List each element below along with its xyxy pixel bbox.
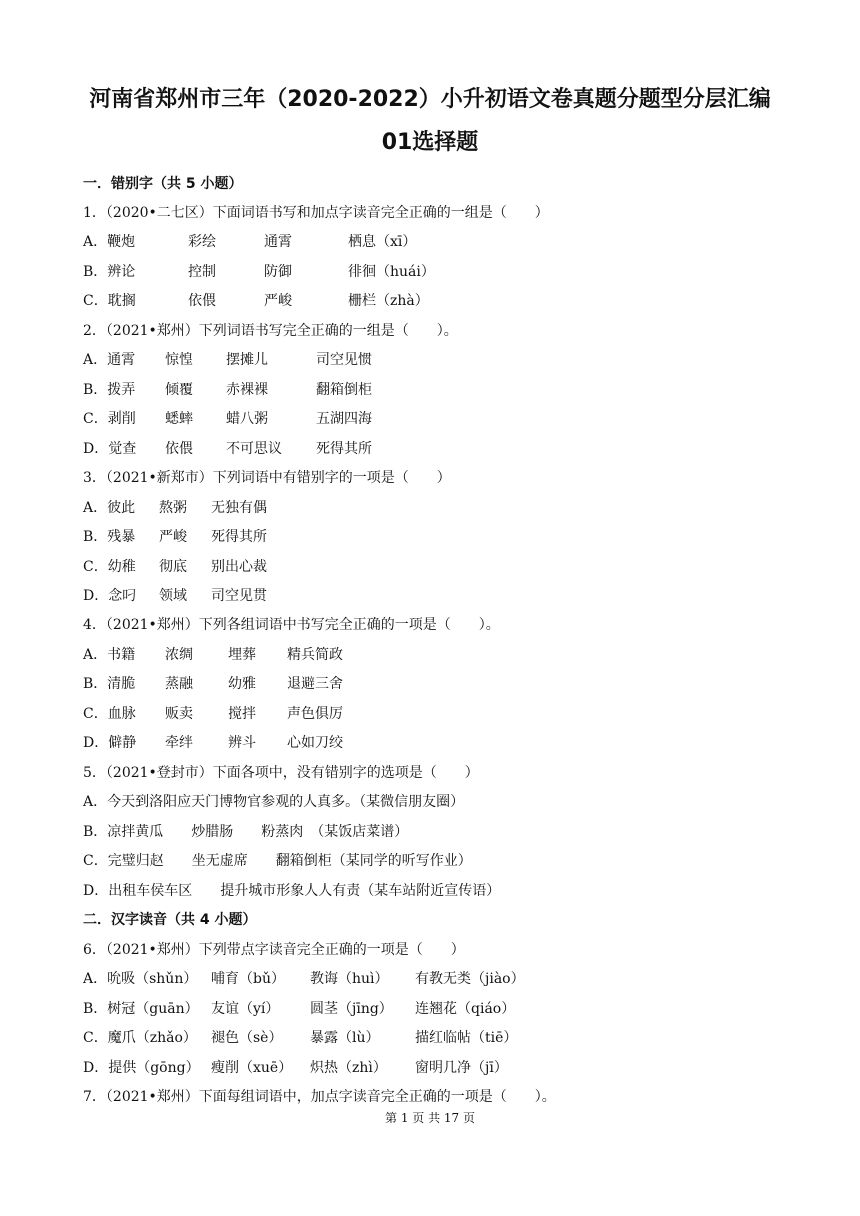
option-word: A．通霄 — [83, 352, 136, 368]
question-5-option-a: A．今天到洛阳应天门博物官参观的人真多。（某微信朋友圈） — [83, 794, 465, 810]
option-word: 翻箱倒柜 — [316, 382, 372, 398]
option-word: 哺育（bǔ） — [211, 971, 285, 987]
option-word: 防御 — [264, 264, 292, 280]
option-word: D．念叼 — [83, 588, 137, 604]
question-7-stem: 7．（2021•郑州）下面每组词语中，加点字读音完全正确的一项是（ ）。 — [83, 1089, 556, 1105]
option-word: 牵绊 — [165, 735, 193, 751]
option-word: A．彼此 — [83, 500, 136, 516]
option-word: 彩绘 — [188, 234, 216, 250]
option-word: 蟋蟀 — [165, 411, 193, 427]
question-5-option-d: D．出租车侯车区 提升城市形象人人有责（某车站附近宣传语） — [83, 883, 501, 899]
option-word: 暴露（lù） — [310, 1030, 380, 1046]
option-word: D．提供（gōng） — [83, 1060, 200, 1076]
option-word: B．拨弄 — [83, 382, 136, 398]
option-word: 教诲（huì） — [310, 971, 389, 987]
option-word: 幼雅 — [228, 676, 256, 692]
option-word: 惊惶 — [165, 352, 193, 368]
option-word: 严峻 — [264, 293, 292, 309]
option-word: 通霄 — [264, 234, 292, 250]
question-5-option-b: B．凉拌黄瓜 炒腊肠 粉蒸肉 （某饭店菜谱） — [83, 824, 409, 840]
option-word: C．耽搁 — [83, 293, 136, 309]
option-word: 徘徊（huái） — [348, 264, 435, 280]
section-heading-typos: 一．错别字（共 5 小题） — [83, 176, 243, 192]
option-word: 司空见惯 — [316, 352, 372, 368]
option-word: 窗明几净（jī） — [415, 1060, 508, 1076]
question-4-stem: 4．（2021•郑州）下列各组词语中书写完全正确的一项是（ ）。 — [83, 617, 500, 633]
option-word: C．血脉 — [83, 706, 136, 722]
option-word: 赤裸裸 — [226, 382, 268, 398]
option-word: 摆摊儿 — [226, 352, 268, 368]
option-word: 精兵简政 — [287, 647, 343, 663]
option-word: 贩卖 — [165, 706, 193, 722]
option-word: 栅栏（zhà） — [348, 293, 429, 309]
option-word: 搅拌 — [228, 706, 256, 722]
option-word: 圆茎（jīng） — [310, 1001, 393, 1017]
question-6-stem: 6．（2021•郑州）下列带点字读音完全正确的一项是（ ） — [83, 942, 465, 958]
option-word: 死得其所 — [211, 529, 267, 545]
option-word: 心如刀绞 — [287, 735, 343, 751]
option-word: 蒸融 — [165, 676, 193, 692]
option-word: A．吮吸（shǔn） — [83, 971, 198, 987]
document-subtitle: 01选择题 — [381, 130, 479, 155]
option-word: C．魔爪（zhǎo） — [83, 1030, 197, 1046]
question-5-option-c: C．完璧归赵 坐无虚席 翻箱倒柜（某同学的听写作业） — [83, 853, 472, 869]
option-word: B．残暴 — [83, 529, 136, 545]
option-word: 描红临帖（tiē） — [415, 1030, 518, 1046]
option-word: B．清脆 — [83, 676, 136, 692]
option-word: 熬粥 — [159, 500, 187, 516]
option-word: C．剥削 — [83, 411, 136, 427]
document-title: 河南省郑州市三年（2020-2022）小升初语文卷真题分题型分层汇编 — [89, 87, 771, 112]
option-word: 领域 — [159, 588, 187, 604]
option-word: 退避三舍 — [287, 676, 343, 692]
question-2-stem: 2．（2021•郑州）下列词语书写完全正确的一组是（ ）。 — [83, 323, 458, 339]
option-word: 依偎 — [188, 293, 216, 309]
page-footer: 第 1 页 共 17 页 — [385, 1111, 475, 1125]
option-word: 有教无类（jiào） — [415, 971, 525, 987]
option-word: 五湖四海 — [316, 411, 372, 427]
option-word: 瘦削（xuē） — [211, 1060, 293, 1076]
option-word: 褪色（sè） — [211, 1030, 283, 1046]
option-word: 不可思议 — [226, 441, 282, 457]
option-word: 死得其所 — [316, 441, 372, 457]
option-word: 声色俱厉 — [287, 706, 343, 722]
option-word: 蜡八粥 — [226, 411, 268, 427]
option-word: C．幼稚 — [83, 559, 136, 575]
option-word: 无独有偶 — [211, 500, 267, 516]
option-word: 彻底 — [159, 559, 187, 575]
option-word: A．鞭炮 — [83, 234, 136, 250]
option-word: 连翘花（qiáo） — [415, 1001, 516, 1017]
question-1-stem: 1．（2020•二七区）下面词语书写和加点字读音完全正确的一组是（ ） — [83, 205, 549, 221]
option-word: 严峻 — [159, 529, 187, 545]
option-word: B．树冠（guān） — [83, 1001, 199, 1017]
option-word: 炽热（zhì） — [310, 1060, 387, 1076]
option-word: 依偎 — [165, 441, 193, 457]
question-3-stem: 3．（2021•新郑市）下列词语中有错别字的一项是（ ） — [83, 470, 451, 486]
option-word: D．觉查 — [83, 441, 137, 457]
option-word: 别出心裁 — [211, 559, 267, 575]
option-word: 埋葬 — [228, 647, 256, 663]
option-word: 控制 — [188, 264, 216, 280]
option-word: B．辨论 — [83, 264, 136, 280]
option-word: A．书籍 — [83, 647, 136, 663]
option-word: D．僻静 — [83, 735, 137, 751]
option-word: 友谊（yí） — [211, 1001, 280, 1017]
option-word: 栖息（xī） — [348, 234, 417, 250]
option-word: 浓绸 — [165, 647, 193, 663]
option-word: 倾覆 — [165, 382, 193, 398]
option-word: 辨斗 — [228, 735, 256, 751]
option-word: 司空见贯 — [211, 588, 267, 604]
section-heading-pronunciation: 二．汉字读音（共 4 小题） — [83, 912, 257, 928]
question-5-stem: 5．（2021•登封市）下面各项中，没有错别字的选项是（ ） — [83, 765, 479, 781]
